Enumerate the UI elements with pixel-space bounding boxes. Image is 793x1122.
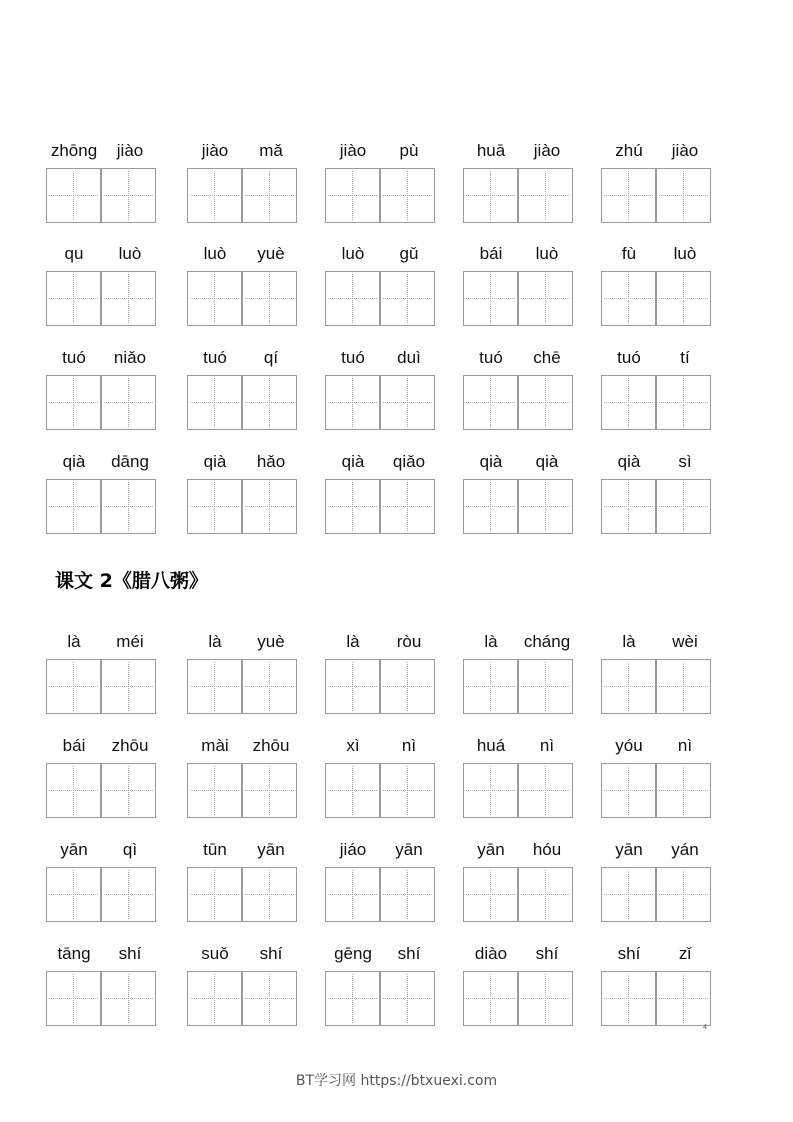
- writing-box[interactable]: [187, 659, 242, 714]
- word-cell: [187, 839, 299, 931]
- pinyin-syllable: zhōu: [111, 736, 149, 755]
- writing-box[interactable]: [101, 375, 156, 430]
- pinyin-syllable: qí: [263, 348, 279, 367]
- pinyin-syllable: hǎo: [256, 452, 286, 471]
- writing-box[interactable]: [46, 375, 101, 430]
- writing-box[interactable]: [101, 659, 156, 714]
- pinyin-syllable: là: [346, 632, 360, 651]
- word-cell: [46, 943, 158, 1035]
- writing-box[interactable]: [187, 168, 242, 223]
- writing-box[interactable]: [46, 168, 101, 223]
- pinyin-syllable: dāng: [111, 452, 149, 471]
- word-row: [0, 347, 793, 439]
- pinyin-syllable: zǐ: [678, 944, 692, 963]
- word-cell: [325, 451, 437, 543]
- footer-watermark: BT学习网 https://btxuexi.com: [295, 1073, 498, 1089]
- pinyin-syllable: tuó: [617, 348, 641, 367]
- pinyin-syllable: cháng: [523, 632, 571, 651]
- word-cell: [46, 347, 158, 439]
- pinyin-syllable: tuó: [479, 348, 503, 367]
- writing-box[interactable]: [518, 867, 573, 922]
- pinyin-syllable: gǔ: [399, 244, 419, 263]
- pinyin-syllable: chē: [533, 348, 561, 367]
- pinyin-syllable: yān: [395, 840, 423, 859]
- pinyin-syllable: tāng: [57, 944, 91, 963]
- pinyin-syllable: qiǎo: [392, 452, 426, 471]
- writing-box[interactable]: [656, 763, 711, 818]
- pinyin-syllable: hóu: [532, 840, 562, 859]
- writing-box[interactable]: [518, 659, 573, 714]
- pinyin-syllable: jiáo: [339, 840, 367, 859]
- writing-box[interactable]: [46, 763, 101, 818]
- writing-box[interactable]: [601, 867, 656, 922]
- word-cell: [463, 451, 575, 543]
- pinyin-syllable: luò: [203, 244, 227, 263]
- writing-box[interactable]: [242, 271, 297, 326]
- pinyin-syllable: qià: [341, 452, 365, 471]
- writing-box[interactable]: [101, 168, 156, 223]
- writing-box[interactable]: [242, 659, 297, 714]
- writing-box[interactable]: [325, 375, 380, 430]
- pinyin-syllable: bái: [479, 244, 503, 263]
- writing-box[interactable]: [656, 375, 711, 430]
- writing-box[interactable]: [518, 271, 573, 326]
- writing-box[interactable]: [601, 763, 656, 818]
- pinyin-syllable: xì: [346, 736, 360, 755]
- pinyin-syllable: yán: [671, 840, 699, 859]
- writing-box[interactable]: [187, 763, 242, 818]
- word-cell: [46, 140, 158, 232]
- lesson-heading: 课文 2《腊八粥》: [55, 570, 208, 592]
- word-cell: [463, 735, 575, 827]
- pinyin-syllable: zhú: [615, 141, 643, 160]
- pinyin-syllable: shí: [118, 944, 142, 963]
- word-cell: [463, 140, 575, 232]
- word-cell: [601, 243, 713, 335]
- word-cell: [463, 347, 575, 439]
- writing-box[interactable]: [46, 479, 101, 534]
- pinyin-syllable: tuó: [203, 348, 227, 367]
- pinyin-syllable: là: [484, 632, 498, 651]
- word-cell: [46, 631, 158, 723]
- word-cell: [463, 243, 575, 335]
- pinyin-syllable: wèi: [672, 632, 698, 651]
- pinyin-syllable: huā: [476, 141, 506, 160]
- pinyin-syllable: qià: [479, 452, 503, 471]
- writing-box[interactable]: [463, 271, 518, 326]
- pinyin-syllable: shí: [259, 944, 283, 963]
- writing-box[interactable]: [463, 971, 518, 1026]
- writing-box[interactable]: [187, 271, 242, 326]
- word-cell: [601, 451, 713, 543]
- word-cell: [325, 347, 437, 439]
- pinyin-syllable: nì: [539, 736, 555, 755]
- writing-box[interactable]: [601, 659, 656, 714]
- writing-box[interactable]: [242, 375, 297, 430]
- writing-box[interactable]: [325, 763, 380, 818]
- pinyin-syllable: qià: [203, 452, 227, 471]
- writing-box[interactable]: [518, 763, 573, 818]
- writing-box[interactable]: [656, 271, 711, 326]
- pinyin-syllable: yān: [477, 840, 505, 859]
- writing-box[interactable]: [46, 659, 101, 714]
- writing-box[interactable]: [518, 375, 573, 430]
- writing-box[interactable]: [463, 479, 518, 534]
- word-row: [0, 943, 793, 1035]
- writing-box[interactable]: [463, 867, 518, 922]
- pinyin-syllable: qì: [122, 840, 138, 859]
- writing-box[interactable]: [242, 971, 297, 1026]
- word-cell: [46, 243, 158, 335]
- word-cell: [601, 347, 713, 439]
- writing-box[interactable]: [325, 479, 380, 534]
- pinyin-syllable: shí: [617, 944, 641, 963]
- writing-box[interactable]: [242, 867, 297, 922]
- word-cell: [601, 943, 713, 1035]
- writing-box[interactable]: [656, 479, 711, 534]
- word-cell: [46, 451, 158, 543]
- pinyin-syllable: shí: [535, 944, 559, 963]
- word-cell: [325, 839, 437, 931]
- pinyin-syllable: luò: [341, 244, 365, 263]
- writing-box[interactable]: [656, 659, 711, 714]
- writing-box[interactable]: [380, 168, 435, 223]
- writing-box[interactable]: [380, 763, 435, 818]
- pinyin-syllable: bái: [62, 736, 86, 755]
- writing-box[interactable]: [101, 971, 156, 1026]
- word-cell: [325, 140, 437, 232]
- pinyin-syllable: mǎ: [259, 141, 283, 160]
- writing-box[interactable]: [518, 479, 573, 534]
- pinyin-syllable: niǎo: [113, 348, 147, 367]
- pinyin-syllable: fù: [621, 244, 637, 263]
- pinyin-syllable: qià: [62, 452, 86, 471]
- writing-box[interactable]: [463, 375, 518, 430]
- pinyin-syllable: là: [67, 632, 81, 651]
- word-cell: [601, 631, 713, 723]
- word-row: [0, 735, 793, 827]
- pinyin-syllable: gēng: [334, 944, 372, 963]
- writing-box[interactable]: [601, 479, 656, 534]
- writing-box[interactable]: [187, 375, 242, 430]
- word-cell: [187, 347, 299, 439]
- writing-box[interactable]: [601, 271, 656, 326]
- pinyin-syllable: luò: [118, 244, 142, 263]
- pinyin-syllable: luò: [673, 244, 697, 263]
- writing-box[interactable]: [380, 659, 435, 714]
- writing-box[interactable]: [187, 971, 242, 1026]
- pinyin-syllable: tí: [680, 348, 690, 367]
- writing-box[interactable]: [380, 971, 435, 1026]
- pinyin-syllable: zhōu: [252, 736, 290, 755]
- pinyin-syllable: duì: [397, 348, 421, 367]
- writing-box[interactable]: [325, 659, 380, 714]
- word-cell: [187, 943, 299, 1035]
- pinyin-syllable: nì: [677, 736, 693, 755]
- pinyin-syllable: ròu: [396, 632, 422, 651]
- word-cell: [325, 631, 437, 723]
- word-cell: [601, 839, 713, 931]
- writing-box[interactable]: [325, 168, 380, 223]
- pinyin-syllable: jiào: [671, 141, 699, 160]
- pinyin-syllable: tuó: [62, 348, 86, 367]
- writing-box[interactable]: [463, 168, 518, 223]
- pinyin-syllable: méi: [116, 632, 144, 651]
- writing-box[interactable]: [187, 867, 242, 922]
- writing-box[interactable]: [380, 867, 435, 922]
- word-cell: [187, 140, 299, 232]
- word-cell: [463, 943, 575, 1035]
- word-cell: [325, 943, 437, 1035]
- pinyin-syllable: là: [208, 632, 222, 651]
- word-row: [0, 839, 793, 931]
- pinyin-syllable: zhōng: [50, 141, 98, 160]
- writing-box[interactable]: [325, 867, 380, 922]
- word-cell: [601, 735, 713, 827]
- writing-box[interactable]: [601, 168, 656, 223]
- word-cell: [187, 451, 299, 543]
- writing-box[interactable]: [380, 375, 435, 430]
- writing-box[interactable]: [46, 271, 101, 326]
- writing-box[interactable]: [518, 971, 573, 1026]
- writing-box[interactable]: [101, 271, 156, 326]
- word-cell: [187, 243, 299, 335]
- writing-box[interactable]: [518, 168, 573, 223]
- writing-box[interactable]: [187, 479, 242, 534]
- pinyin-syllable: yān: [257, 840, 285, 859]
- pinyin-syllable: shí: [397, 944, 421, 963]
- word-cell: [187, 735, 299, 827]
- word-cell: [46, 839, 158, 931]
- pinyin-syllable: pù: [399, 141, 419, 160]
- pinyin-syllable: jiào: [533, 141, 561, 160]
- writing-box[interactable]: [101, 763, 156, 818]
- pinyin-syllable: sì: [678, 452, 692, 471]
- pinyin-syllable: tuó: [341, 348, 365, 367]
- pinyin-syllable: yān: [60, 840, 88, 859]
- writing-box[interactable]: [601, 375, 656, 430]
- word-cell: [463, 631, 575, 723]
- pinyin-syllable: qu: [64, 244, 84, 263]
- pinyin-syllable: mài: [201, 736, 229, 755]
- pinyin-syllable: jiào: [339, 141, 367, 160]
- writing-box[interactable]: [101, 479, 156, 534]
- pinyin-syllable: jiào: [116, 141, 144, 160]
- writing-box[interactable]: [601, 971, 656, 1026]
- writing-box[interactable]: [656, 168, 711, 223]
- writing-box[interactable]: [380, 479, 435, 534]
- writing-box[interactable]: [46, 867, 101, 922]
- pinyin-syllable: yóu: [615, 736, 643, 755]
- word-row: [0, 140, 793, 232]
- writing-box[interactable]: [242, 479, 297, 534]
- word-cell: [463, 839, 575, 931]
- pinyin-syllable: yuè: [257, 244, 285, 263]
- writing-box[interactable]: [656, 867, 711, 922]
- pinyin-syllable: yuè: [257, 632, 285, 651]
- pinyin-syllable: diào: [474, 944, 508, 963]
- pinyin-syllable: suǒ: [201, 944, 229, 963]
- writing-box[interactable]: [463, 763, 518, 818]
- writing-box[interactable]: [380, 271, 435, 326]
- word-row: [0, 243, 793, 335]
- pinyin-syllable: nì: [401, 736, 417, 755]
- word-cell: [187, 631, 299, 723]
- page-mark: 4: [703, 1024, 707, 1031]
- pinyin-syllable: jiào: [201, 141, 229, 160]
- word-cell: [325, 243, 437, 335]
- pinyin-syllable: huá: [476, 736, 506, 755]
- pinyin-syllable: tūn: [203, 840, 227, 859]
- word-cell: [601, 140, 713, 232]
- writing-box[interactable]: [325, 971, 380, 1026]
- word-cell: [46, 735, 158, 827]
- pinyin-syllable: qià: [617, 452, 641, 471]
- word-row: [0, 451, 793, 543]
- writing-box[interactable]: [463, 659, 518, 714]
- writing-box[interactable]: [242, 763, 297, 818]
- pinyin-syllable: là: [622, 632, 636, 651]
- word-row: [0, 631, 793, 723]
- writing-box[interactable]: [656, 971, 711, 1026]
- pinyin-syllable: luò: [535, 244, 559, 263]
- writing-box[interactable]: [325, 271, 380, 326]
- word-cell: [325, 735, 437, 827]
- writing-box[interactable]: [101, 867, 156, 922]
- pinyin-syllable: yān: [615, 840, 643, 859]
- writing-box[interactable]: [242, 168, 297, 223]
- writing-box[interactable]: [46, 971, 101, 1026]
- pinyin-syllable: qià: [535, 452, 559, 471]
